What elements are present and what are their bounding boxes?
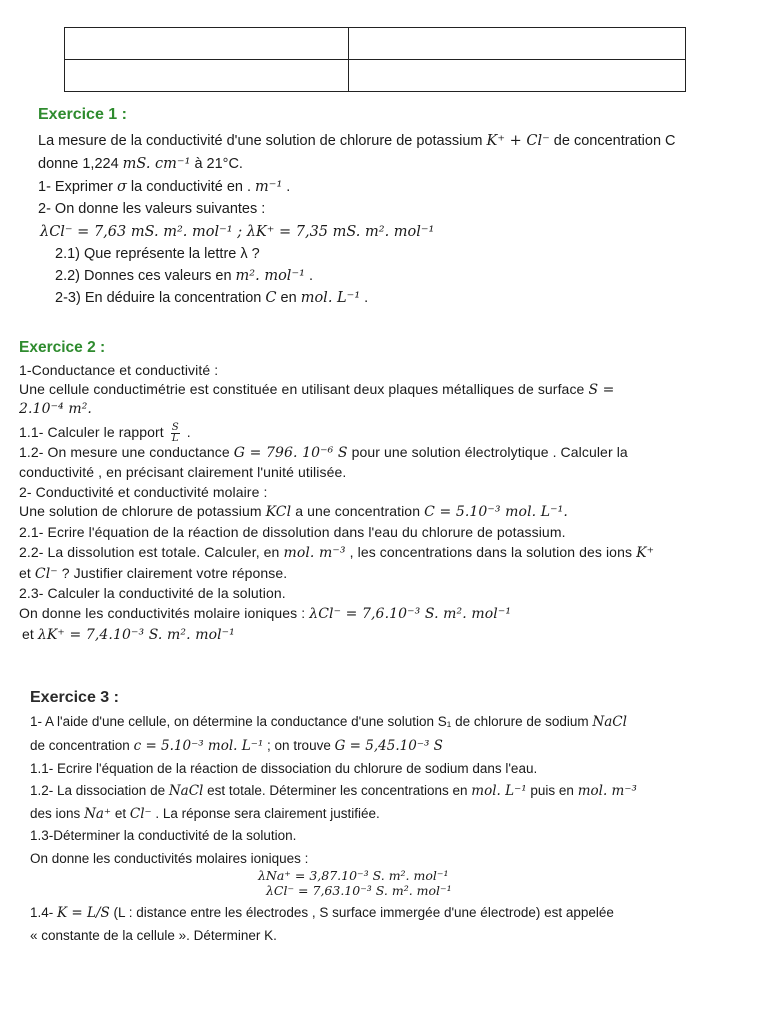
- exercise-1-title: Exercice 1 :: [38, 106, 127, 123]
- text: ; on trouve: [267, 738, 331, 753]
- text: , les concentrations dans la solution des ions: [349, 544, 633, 560]
- formula: NaCl: [592, 714, 627, 730]
- formula: C: [265, 290, 277, 306]
- formula: mol. L⁻¹: [471, 783, 527, 799]
- formula: C = 5.10⁻³ mol. L⁻¹.: [424, 504, 568, 520]
- formula: NaCl: [168, 783, 204, 799]
- ex2-section-1: 1-Conductance et conductivité :: [19, 362, 219, 378]
- text: 1- Exprimer: [38, 179, 113, 195]
- formula: S =: [588, 382, 615, 398]
- ex3-lambda-cl: λCl⁻ = 7,63.10⁻³ S. m². mol⁻¹: [266, 883, 452, 898]
- ex2-question-2-2: [19, 544, 654, 561]
- ex1-question-1: [38, 179, 290, 195]
- ex2-question-1-1: [19, 423, 191, 444]
- text: 1.1- Calculer le rapport: [19, 424, 164, 441]
- formula: G = 796. 10⁻⁶ S: [233, 445, 348, 461]
- ex2-statement-line-1: [19, 381, 615, 398]
- text: .: [308, 268, 313, 284]
- formula: m⁻¹: [255, 179, 283, 195]
- text: 1- A l'aide d'une cellule, on détermine la conductance d'une solution S₁ de chlorure de sodium: [30, 714, 589, 729]
- fraction: [171, 423, 180, 444]
- ex3-statement-line-1: [30, 714, 627, 730]
- text: .: [186, 424, 191, 441]
- text: a une concentration: [295, 503, 421, 519]
- table-cell: [65, 60, 349, 92]
- formula: K⁺: [636, 545, 655, 561]
- ex1-values: λCl⁻ = 7,63 mS. m². mol⁻¹ ; λK⁺ = 7,35 mS. m². mol⁻¹: [40, 224, 435, 240]
- ex2-question-2-1: 2.1- Ecrire l'équation de la réaction de dissolution dans l'eau du chlorure de potassium.: [19, 524, 566, 540]
- ex2-statement-line-2: 2.10⁻⁴ m².: [19, 401, 92, 417]
- text: donne 1,224: [38, 156, 119, 172]
- ex3-question-1-1: 1.1- Ecrire l'équation de la réaction de dissociation du chlorure de sodium dans l'eau.: [30, 761, 538, 776]
- formula: σ: [116, 179, 127, 195]
- text: 1.2- La dissociation de: [30, 783, 166, 798]
- ex1-question-2-3: [55, 290, 368, 306]
- text: ? Justifier clairement votre réponse.: [61, 565, 288, 581]
- text: Une solution de chlorure de potassium: [19, 503, 262, 519]
- text: (L : distance entre les électrodes , S surface immergée d'une électrode) est appelée: [113, 905, 614, 920]
- formula: Cl⁻: [34, 566, 58, 582]
- text: de concentration: [30, 738, 130, 753]
- ex2-question-1-2: [19, 444, 628, 461]
- formula: Na⁺: [84, 806, 112, 822]
- table-cell: [65, 28, 349, 60]
- text: de concentration C: [553, 133, 676, 149]
- formula: mol. m⁻³: [577, 783, 637, 799]
- text: est totale. Déterminer les concentrations en: [207, 783, 468, 798]
- header-table: [64, 27, 686, 92]
- formula: λK⁺ = 7,4.10⁻³ S. m². mol⁻¹: [37, 627, 235, 643]
- text: et: [22, 626, 34, 642]
- text: .: [364, 290, 369, 306]
- text: pour une solution électrolytique . Calculer la: [351, 444, 628, 460]
- text: La mesure de la conductivité d'une solution de chlorure de potassium: [38, 133, 483, 149]
- ex3-question-1-2-cont: [30, 806, 380, 822]
- text: puis en: [530, 783, 574, 798]
- text: à 21°C.: [194, 156, 243, 172]
- text: .: [286, 179, 291, 195]
- denominator: L: [171, 433, 179, 444]
- formula: λCl⁻ = 7,6.10⁻³ S. m². mol⁻¹: [309, 606, 512, 622]
- text: 2.2) Donnes ces valeurs en: [55, 268, 232, 284]
- text: la conductivité en .: [130, 179, 252, 195]
- table-cell: [349, 28, 686, 60]
- ex3-question-1-4: [30, 905, 614, 921]
- ex1-statement-line-1: [38, 133, 676, 149]
- text: et: [114, 806, 127, 821]
- text: 1.2- On mesure une conductance: [19, 444, 230, 460]
- formula: G = 5,45.10⁻³ S: [334, 738, 443, 754]
- formula: K⁺ + Cl⁻: [486, 133, 550, 149]
- ex3-question-1-4-cont: « constante de la cellule ». Déterminer K.: [30, 928, 277, 943]
- formula: mol. m⁻³: [283, 545, 346, 561]
- text: Une cellule conductimétrie est constituée en utilisant deux plaques métalliques de surface: [19, 381, 585, 397]
- text: 1.4-: [30, 905, 54, 920]
- table-cell: [349, 60, 686, 92]
- ex3-statement-line-2: [30, 738, 443, 754]
- table-row: [65, 28, 686, 60]
- ex3-lambda-na: λNa⁺ = 3,87.10⁻³ S. m². mol⁻¹: [258, 868, 449, 883]
- formula: Cl⁻: [129, 806, 152, 822]
- text: . La réponse sera clairement justifiée.: [155, 806, 380, 821]
- text: 2-3) En déduire la concentration: [55, 290, 262, 306]
- text: en: [280, 290, 297, 306]
- ex2-given-line-1: [19, 605, 511, 622]
- formula: mol. L⁻¹: [300, 290, 361, 306]
- ex3-question-1-3: 1.3-Déterminer la conductivité de la solution.: [30, 828, 297, 843]
- ex1-question-2: 2- On donne les valeurs suivantes :: [38, 201, 266, 217]
- ex2-statement-line-3: [19, 503, 568, 520]
- ex3-given: On donne les conductivités molaires ioniques :: [30, 851, 309, 866]
- ex1-question-2-2: [55, 268, 313, 284]
- table-row: [65, 60, 686, 92]
- formula: m². mol⁻¹: [235, 268, 305, 284]
- text: des ions: [30, 806, 81, 821]
- ex2-question-2-2-cont: [19, 565, 287, 582]
- exercise-2-title: Exercice 2 :: [19, 339, 106, 356]
- ex2-question-1-2-cont: conductivité , en précisant clairement l'unité utilisée.: [19, 464, 347, 480]
- exercise-3-title: Exercice 3 :: [30, 689, 119, 706]
- text: 2.2- La dissolution est totale. Calculer, en: [19, 544, 280, 560]
- formula: KCl: [265, 504, 292, 520]
- ex3-question-1-2: [30, 783, 637, 799]
- text: On donne les conductivités molaire ioniques :: [19, 605, 306, 621]
- ex2-given-line-2: [22, 626, 235, 643]
- ex2-question-2-3: 2.3- Calculer la conductivité de la solution.: [19, 585, 286, 601]
- formula: K = L/S: [57, 905, 110, 921]
- ex1-question-2-1: 2.1) Que représente la lettre λ ?: [55, 246, 260, 262]
- ex2-section-2: 2- Conductivité et conductivité molaire :: [19, 484, 268, 500]
- formula: c = 5.10⁻³ mol. L⁻¹: [133, 738, 264, 754]
- ex1-statement-line-2: [38, 156, 243, 172]
- numerator: S: [171, 422, 179, 433]
- text: et: [19, 565, 31, 581]
- formula: mS. cm⁻¹: [122, 156, 191, 172]
